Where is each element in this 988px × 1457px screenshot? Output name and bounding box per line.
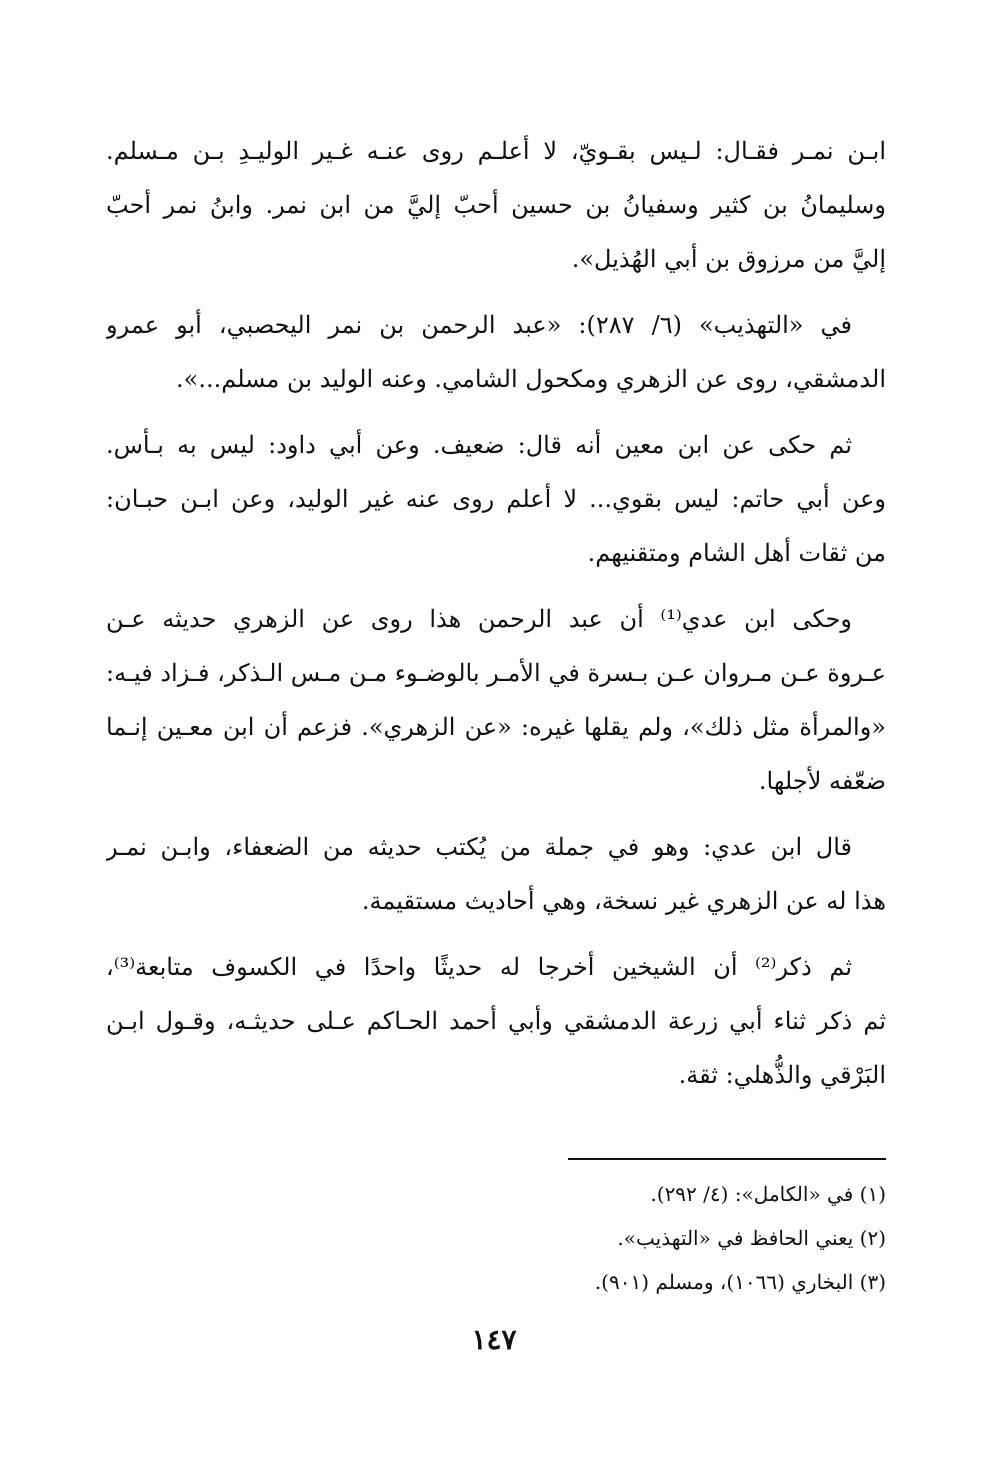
text-line: في «التهذيب» (٦/ ٢٨٧): «عبد الرحمن بن نمر اليحصبي، أبو عمرو [106, 311, 853, 339]
footnote-1: (١) في «الكامل»: (٤/ ٢٩٢). [650, 1182, 886, 1206]
text-line: «والمرأة مثل ذلك»، ولم يقلها غيره: «عن الزهري». فزعم أن ابن معـين إنـما [106, 713, 886, 741]
paragraph-4 [106, 592, 886, 808]
text-line: هذا له عن الزهري غير نسخة، وهي أحاديث مستقيمة. [361, 887, 886, 915]
page-number: ١٤٧ [471, 1323, 517, 1356]
paragraph-3 [106, 418, 886, 580]
footnotes [500, 1172, 886, 1304]
text-line: البَرْقي والذُّهلي: ثقة. [678, 1061, 886, 1089]
text-line: وسليمانُ بن كثير وسفيانُ بن حسين أحبّ إليَّ من ابن نمر. وابنُ نمر أحبّ [106, 191, 886, 219]
text-line: الدمشقي، روى عن الزهري ومكحول الشامي. وعنه الوليد بن مسلم...». [176, 365, 886, 393]
text-line: ضعّفه لأجلها. [758, 767, 886, 795]
text-line: ابـن نمـر فقـال: لـيس بقـويّ، لا أعلـم روى عنـه غـير الوليـدِ بـن مـسلم. [106, 137, 886, 165]
text-line: إليَّ من مرزوق بن أبي الهُذيل». [571, 245, 886, 273]
text-line: ثم ذكر⁽²⁾ أن الشيخين أخرجا له حديثًا واحدًا في الكسوف متابعة⁽³⁾، [106, 953, 852, 981]
paragraph-6 [106, 940, 886, 1102]
text-line: قال ابن عدي: وهو في جملة من يُكتب حديثه من الضعفاء، وابـن نمـر [106, 833, 852, 861]
body-text [106, 124, 886, 1114]
text-line: ثم ذكر ثناء أبي زرعة الدمشقي وأبي أحمد الحـاكم عـلى حديثـه، وقـول ابـن [106, 1007, 886, 1035]
text-line: عـروة عـن مـروان عـن بـسرة في الأمـر بالوضـوء مـن مـس الـذكر، فـزاد فيـه: [106, 659, 886, 687]
paragraph-5 [106, 820, 886, 928]
footnote-2: (٢) يعني الحافظ في «التهذيب». [617, 1226, 886, 1250]
paragraph-1 [106, 124, 886, 286]
text-line: ثم حكى عن ابن معين أنه قال: ضعيف. وعن أبي داود: ليس به بـأس. [106, 431, 852, 459]
text-line: من ثقات أهل الشام ومتقنيهم. [587, 539, 886, 567]
text-line: وحكى ابن عدي⁽¹⁾ أن عبد الرحمن هذا روى عن الزهري حديثه عـن [106, 605, 853, 633]
footnote-divider [568, 1158, 886, 1160]
text-line: وعن أبي حاتم: ليس بقوي... لا أعلم روى عنه غير الوليد، وعن ابـن حبـان: [106, 485, 886, 513]
footnote-3: (٣) البخاري (١٠٦٦)، ومسلم (٩٠١). [594, 1270, 886, 1294]
paragraph-2 [106, 298, 886, 406]
